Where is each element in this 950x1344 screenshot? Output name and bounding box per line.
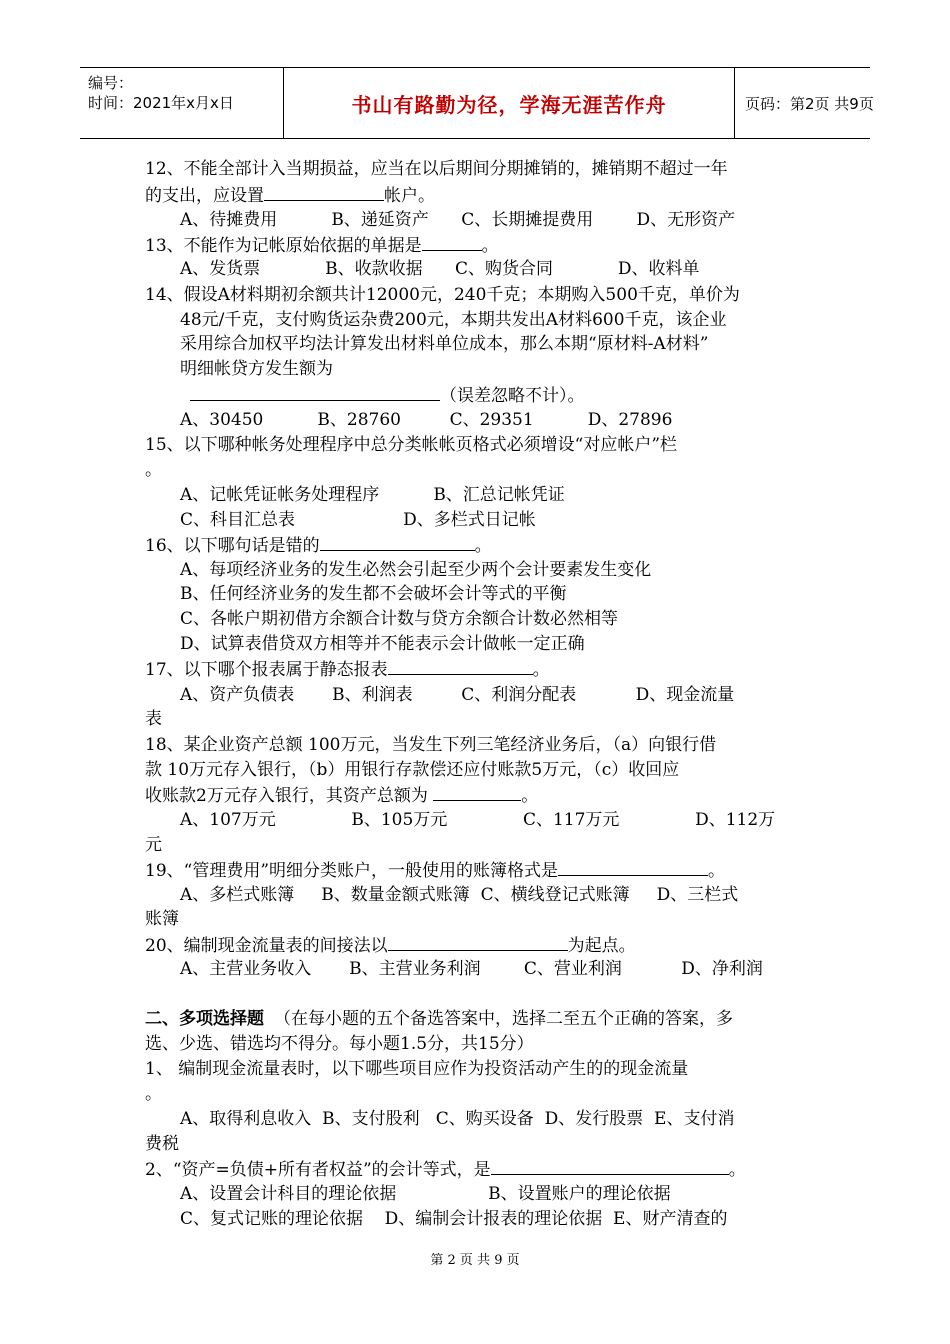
answer-blank bbox=[388, 657, 533, 675]
text-line bbox=[180, 357, 333, 381]
line-text: 12、不能全部计入当期损益，应当在以后期间分期摊销的，摊销期不超过一年 bbox=[145, 159, 728, 179]
text-line bbox=[145, 783, 538, 808]
answer-blank bbox=[558, 858, 708, 876]
line-text: 2、“资产=负债+所有者权益”的会计等式，是 bbox=[145, 1160, 491, 1180]
text-line bbox=[145, 907, 179, 931]
line-text: A、待摊费用 B、递延资产 C、长期摊提费用 D、无形资产 bbox=[180, 210, 736, 230]
text-line bbox=[180, 683, 734, 707]
text-line bbox=[180, 408, 672, 432]
line-text: A、设置会计科目的理论依据 B、设置账户的理论依据 bbox=[180, 1184, 671, 1204]
line-text: C、各帐户期初借方余额合计数与贷方余额合计数必然相等 bbox=[180, 609, 619, 629]
line-text: 20、编制现金流量表的间接法以 bbox=[145, 936, 388, 956]
doc-code-label: 编号： bbox=[88, 74, 134, 92]
section-heading: 二、多项选择题 bbox=[145, 1009, 264, 1029]
text-line bbox=[145, 233, 499, 258]
doc-time-label: 时间：2021年x月x日 bbox=[88, 94, 234, 112]
text-line bbox=[145, 1132, 179, 1156]
line-text-after: 。 bbox=[708, 861, 726, 881]
text-line bbox=[145, 533, 492, 558]
line-text-after: 。 bbox=[532, 660, 550, 680]
text-line bbox=[180, 883, 738, 907]
line-text-after: （误差忽略不计）。 bbox=[440, 386, 585, 406]
text-line bbox=[190, 383, 585, 408]
text-line bbox=[145, 933, 636, 958]
text-line bbox=[180, 632, 585, 656]
answer-blank bbox=[388, 933, 568, 951]
text-line bbox=[145, 458, 162, 482]
text-line bbox=[180, 957, 763, 981]
text-line bbox=[180, 208, 735, 232]
line-text: 15、以下哪种帐务处理程序中总分类帐帐页格式必须增设“对应帐户”栏 bbox=[145, 435, 678, 455]
line-text: C、复式记账的理论依据 D、编制会计报表的理论依据 E、财产清查的 bbox=[180, 1209, 728, 1229]
line-text-after: 。 bbox=[474, 536, 492, 556]
text-line bbox=[180, 508, 536, 532]
text-line bbox=[145, 1057, 688, 1081]
text-line bbox=[180, 257, 700, 281]
answer-blank bbox=[264, 183, 384, 201]
line-text: A、每项经济业务的发生必然会引起至少两个会计要素发生变化 bbox=[180, 560, 652, 580]
line-text: 13、不能作为记帐原始依据的单据是 bbox=[145, 236, 422, 256]
line-text: D、试算表借贷双方相等并不能表示会计做帐一定正确 bbox=[180, 634, 585, 654]
line-text: A、取得利息收入 B、支付股利 C、购买设备 D、发行股票 E、支付消 bbox=[180, 1109, 735, 1129]
answer-blank bbox=[491, 1157, 729, 1175]
line-text: 采用综合加权平均法计算发出材料单位成本，那么本期“原材料-A材料” bbox=[180, 334, 709, 354]
line-text: 18、某企业资产总额 100万元，当发生下列三笔经济业务后，（a）向银行借 bbox=[145, 735, 717, 755]
line-text: 表 bbox=[145, 709, 162, 729]
line-text: 。 bbox=[145, 1084, 162, 1104]
text-line bbox=[180, 483, 565, 507]
page-footer: 第 2 页 共 9 页 bbox=[430, 1253, 520, 1268]
text-line bbox=[145, 157, 728, 181]
line-text-after: 。 bbox=[521, 786, 539, 806]
text-line bbox=[145, 183, 435, 208]
text-line bbox=[145, 858, 725, 883]
line-text: 。 bbox=[145, 460, 162, 480]
line-text: A、资产负债表 B、利润表 C、利润分配表 D、现金流量 bbox=[180, 685, 735, 705]
text-line bbox=[180, 1207, 727, 1231]
line-text: B、任何经济业务的发生都不会破坏会计等式的平衡 bbox=[180, 584, 567, 604]
text-line bbox=[180, 808, 775, 832]
line-text-after: 为起点。 bbox=[567, 936, 636, 956]
line-text: A、30450 B、28760 C、29351 D、27896 bbox=[180, 410, 673, 430]
text-line bbox=[180, 308, 727, 332]
header-page-label: 页码：第2页 共9页 bbox=[745, 94, 874, 113]
text-line bbox=[145, 707, 162, 731]
line-text: A、多栏式账簿 B、数量金额式账簿 C、横线登记式账簿 D、三栏式 bbox=[180, 885, 739, 905]
text-line bbox=[145, 758, 679, 782]
text-line bbox=[180, 582, 567, 606]
line-text-after: （在每小题的五个备选答案中，选择二至五个正确的答案，多 bbox=[274, 1009, 733, 1029]
line-text: A、记帐凭证帐务处理程序 B、汇总记帐凭证 bbox=[180, 485, 565, 505]
text-line bbox=[180, 1182, 671, 1206]
line-text: 17、以下哪个报表属于静态报表 bbox=[145, 660, 388, 680]
text-line bbox=[180, 607, 618, 631]
text-line bbox=[145, 433, 677, 457]
page-header bbox=[80, 67, 874, 139]
text-line bbox=[145, 283, 740, 307]
text-line bbox=[145, 1032, 534, 1056]
line-text: C、科目汇总表 D、多栏式日记帐 bbox=[180, 510, 536, 530]
line-text: 款 10万元存入银行，（b）用银行存款偿还应付账款5万元，（c）收回应 bbox=[145, 760, 680, 780]
header-motto: 书山有路勤为径，学海无涯苦作舟 bbox=[351, 92, 667, 117]
line-text: 元 bbox=[145, 835, 162, 855]
text-line bbox=[180, 332, 708, 356]
line-text: 16、以下哪句话是错的 bbox=[145, 536, 320, 556]
answer-blank bbox=[422, 233, 482, 251]
text-line bbox=[145, 1082, 162, 1106]
line-text: A、107万元 B、105万元 C、117万元 D、112万 bbox=[180, 810, 776, 830]
line-text: 明细帐贷方发生额为 bbox=[180, 359, 333, 379]
text-line bbox=[145, 657, 550, 682]
line-text: 收账款2万元存入银行，其资产总额为 bbox=[145, 786, 434, 806]
text-line bbox=[180, 558, 651, 582]
line-text-after: 。 bbox=[481, 236, 499, 256]
text-line bbox=[145, 733, 716, 757]
text-line bbox=[145, 1007, 733, 1031]
line-text: 1、 编制现金流量表时，以下哪些项目应作为投资活动产生的的现金流量 bbox=[145, 1059, 689, 1079]
header-left-cell bbox=[80, 68, 283, 138]
line-text: A、主营业务收入 B、主营业务利润 C、营业利润 D、净利润 bbox=[180, 959, 763, 979]
line-text: 费税 bbox=[145, 1134, 179, 1154]
text-line bbox=[145, 1157, 746, 1182]
answer-blank bbox=[433, 783, 521, 801]
line-text-after: 帐户。 bbox=[384, 186, 435, 206]
line-text: 账簿 bbox=[145, 909, 179, 929]
header-motto-cell bbox=[283, 68, 735, 138]
answer-blank bbox=[190, 383, 440, 401]
line-text: 48元/千克，支付购货运杂费200元，本期共发出A材料600千克，该企业 bbox=[180, 310, 727, 330]
line-text: 的支出，应设置 bbox=[145, 186, 264, 206]
line-text: 选、少选、错选均不得分。每小题1.5分，共15分） bbox=[145, 1034, 534, 1054]
line-text: 19、“管理费用”明细分类账户，一般使用的账簿格式是 bbox=[145, 861, 559, 881]
line-text: A、发货票 B、收款收据 C、购货合同 D、收料单 bbox=[180, 259, 700, 279]
text-line bbox=[145, 833, 162, 857]
answer-blank bbox=[320, 533, 475, 551]
line-text: 14、假设A材料期初余额共计12000元，240千克；本期购入500千克，单价为 bbox=[145, 285, 740, 305]
header-page-cell bbox=[735, 68, 880, 138]
text-line bbox=[180, 1107, 734, 1131]
line-text-after: 。 bbox=[728, 1160, 746, 1180]
